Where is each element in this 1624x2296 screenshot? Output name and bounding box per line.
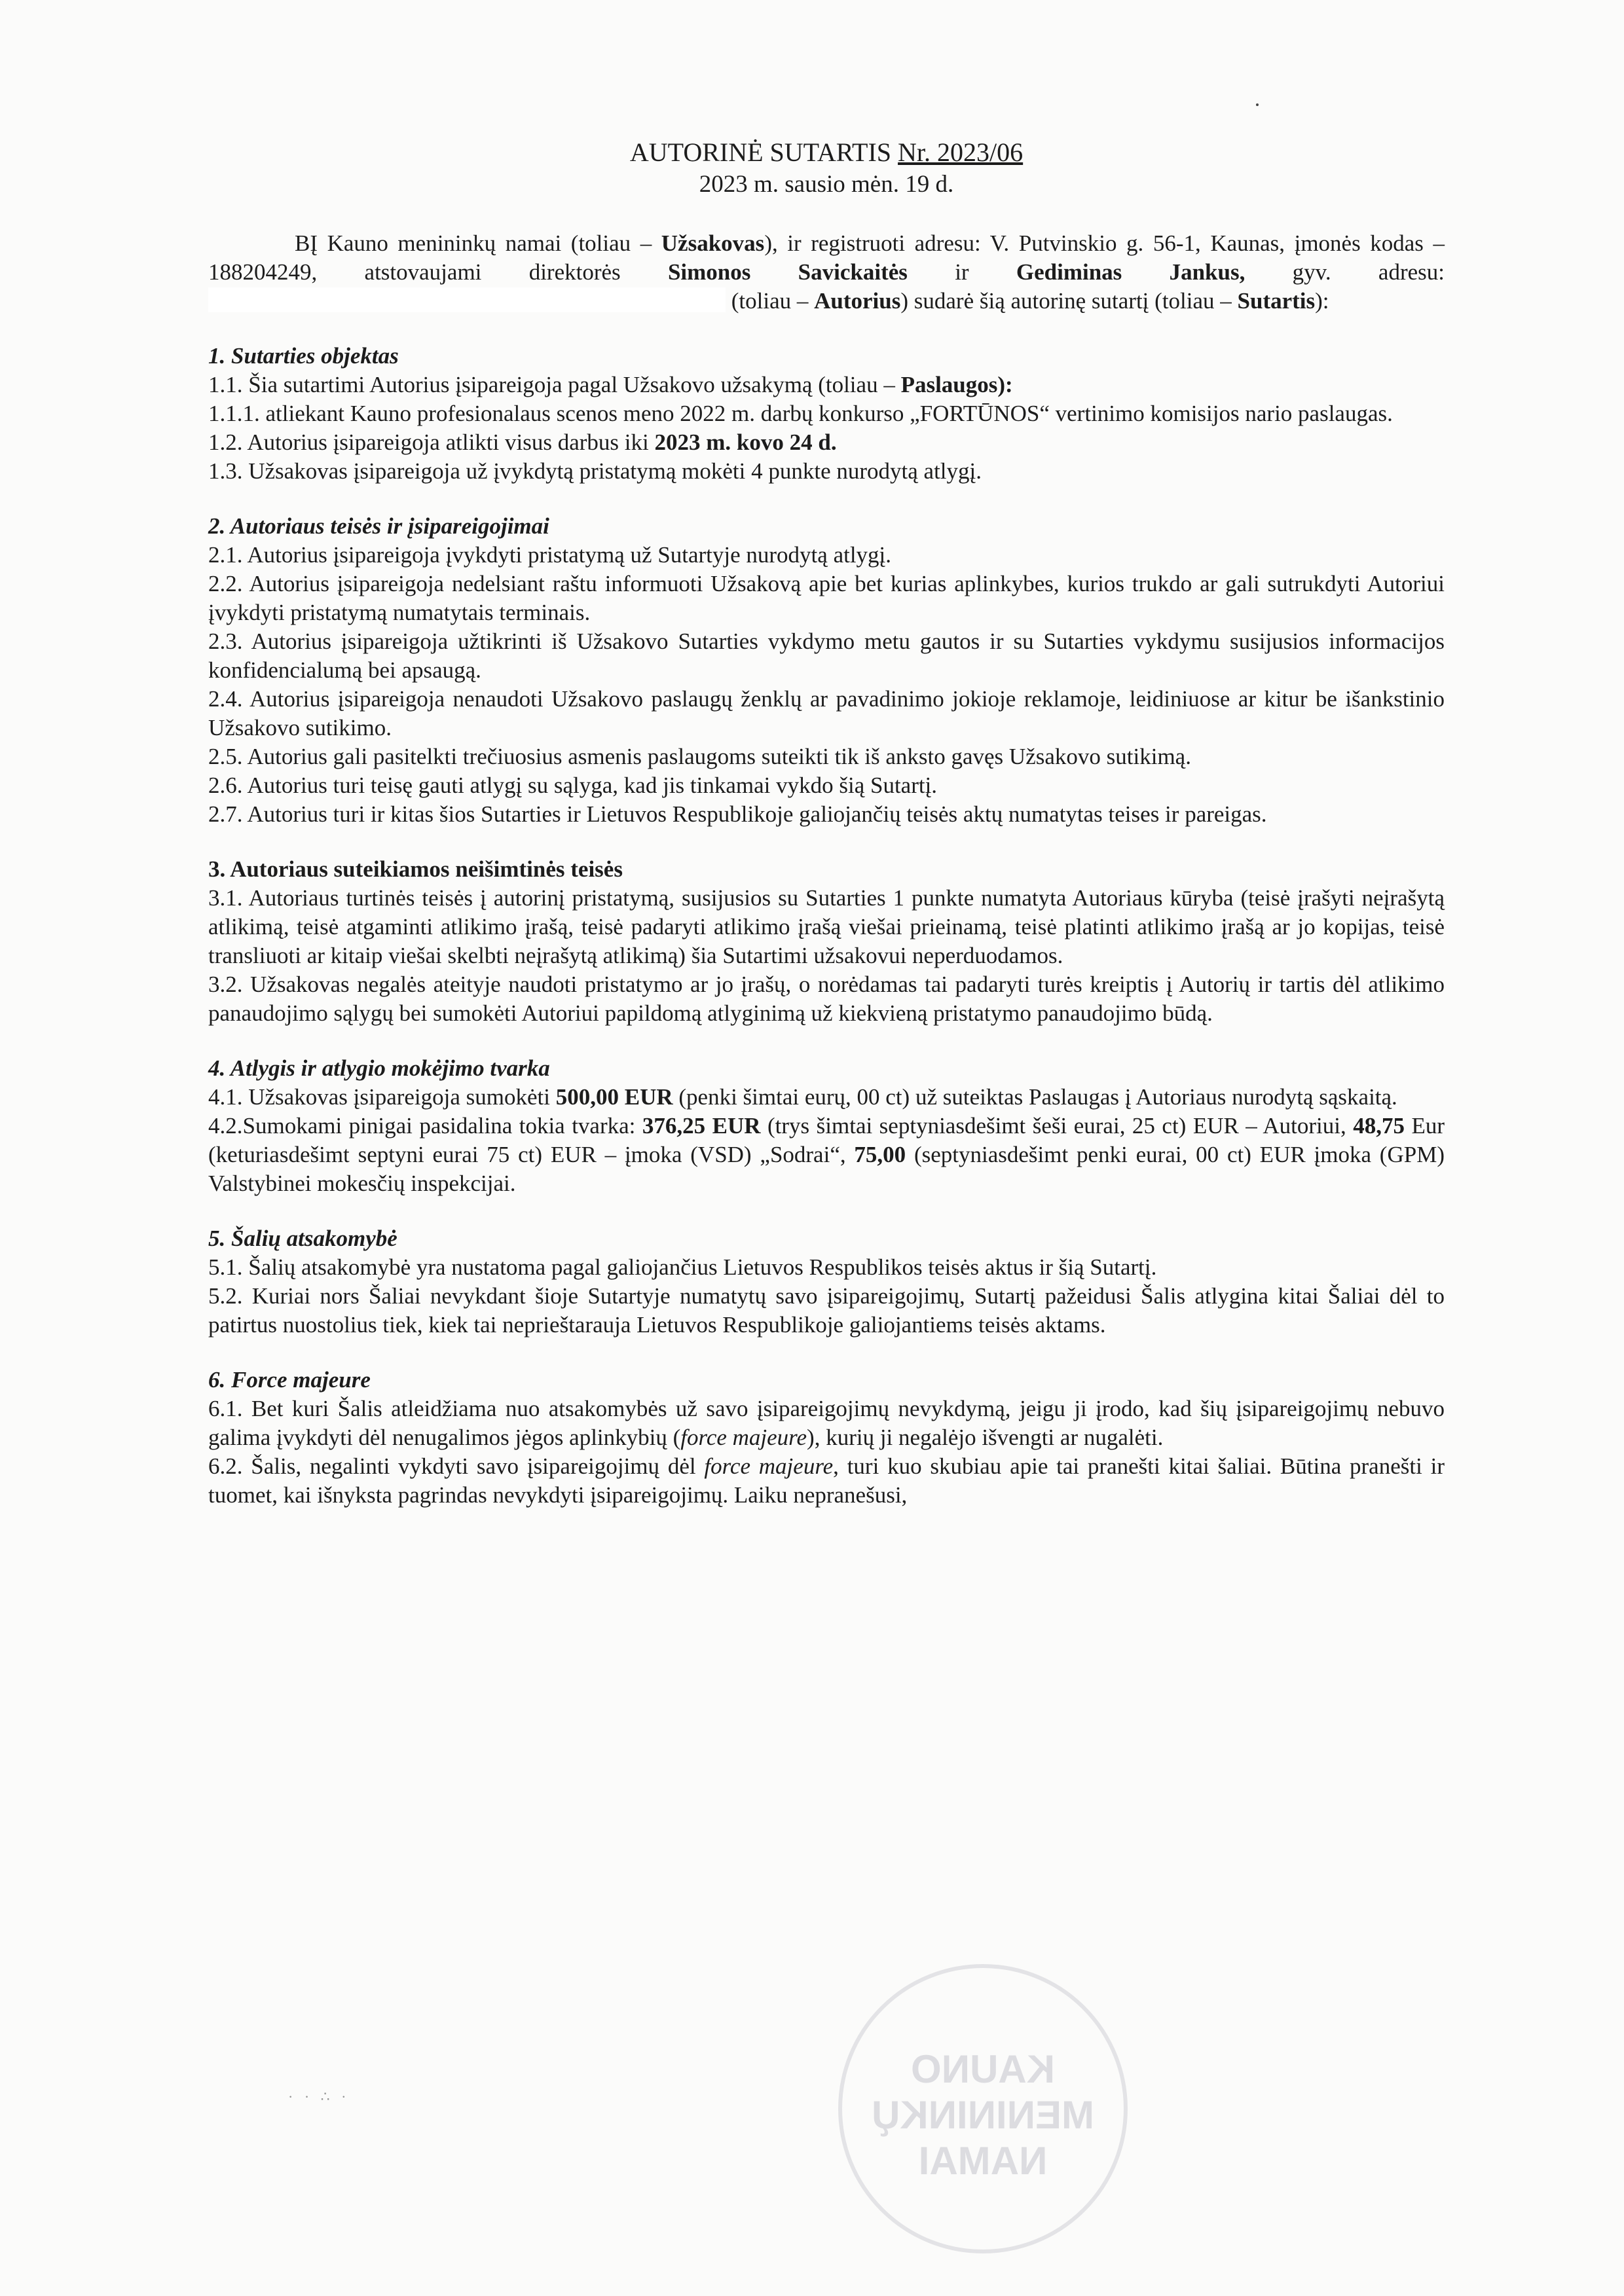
section-6-title: 6. Force majeure [208,1367,371,1393]
clause-2-2: 2.2. Autorius įsipareigoja nedelsiant raštu informuoti Užsakovą apie bet kurias aplinkybes, kurios trukdo ar gali sutrukdyti Autoriui įvykdyti pristatymą numatytais terminais. [208,571,1445,625]
clause-4-2: 4.2.Sumokami pinigai pasidalina tokia tvarka: 376,25 EUR (trys šimtai septyniasdešimt šeši eurai, 25 ct) EUR – Autoriui, 48,75 Eur (keturiasdešimt septyni eurai 75 ct) EUR – įmoka (VSD) „Sodrai“, 75,00 (septyniasdešimt penki eurai, 00 ct) EUR įmoka (GPM) Valstybinei mokesčių inspekcijai. [208,1113,1445,1196]
clause-3-1: 3.1. Autoriaus turtinės teisės į autorinį pristatymą, susijusios su Sutarties 1 punkte numatyta Autoriaus kūryba (teisė įrašyti neįrašytą atlikimą, teisė atgaminti atlikimo įrašą, teisė padaryti atlikimo įrašą viešai prieinamą, teisė platinti atlikimo įrašą ar jo kopijas, teisė transliuoti ar kitaip viešai skelbti neįrašytą atlikimą) šia Sutartimi užsakovui neperduodamos. [208,885,1445,968]
clause-2-4: 2.4. Autorius įsipareigoja nenaudoti Užsakovo paslaugų ženklų ar pavadinimo jokioje reklamoje, leidiniuose ar kitur be išankstinio Užsakovo sutikimo. [208,686,1445,740]
clause-6-2: 6.2. Šalis, negalinti vykdyti savo įsipareigojimų dėl force majeure, turi kuo skubiau apie tai pranešti kitai šaliai. Būtina pranešti ir tuomet, kai išnyksta pagrindas nevykdyti įsipareigojimų. Laiku nepranešusi, [208,1453,1445,1508]
section-5-title: 5. Šalių atsakomybė [208,1226,397,1251]
contract-page [208,136,1445,1510]
intro-paragraph: BĮ Kauno menininkų namai (toliau – Užsakovas), ir registruoti adresu: V. Putvinskio g. 56-1, Kaunas, įmonės kodas – 188204249, atstovaujami direktorės Simonos Savickaitės ir Gediminas Jankus, gyv. adresu: (toliau – Autorius) sudarė šią autorinę sutartį (toliau – Sutartis): [208,230,1445,314]
clause-4-1: 4.1. Užsakovas įsipareigoja sumokėti 500,00 EUR (penki šimtai eurų, 00 ct) už suteiktas Paslaugas į Autoriaus nurodytą sąskaitą. [208,1084,1397,1110]
scan-dot [1256,103,1259,106]
clause-2-3: 2.3. Autorius įsipareigoja užtikrinti iš Užsakovo Sutarties vykdymo metu gautos ir su Sutarties vykdymu susijusios informacijos konfidencialumą bei apsaugą. [208,629,1445,683]
section-2-title: 2. Autoriaus teisės ir įsipareigojimai [208,513,549,539]
clause-1-3: 1.3. Užsakovas įsipareigoja už įvykdytą pristatymą mokėti 4 punkte nurodytą atlygį. [208,458,982,484]
clause-6-1: 6.1. Bet kuri Šalis atleidžiama nuo atsakomybės už savo įsipareigojimų nevykdymą, jeigu ji įrodo, kad šių įsipareigojimų nebuvo galima įvykdyti dėl nenugalimos jėgos aplinkybių (force majeure), kurių ji negalėjo išvengti ar nugalėti. [208,1396,1445,1450]
redacted-address [208,287,726,312]
clause-1-1-1: 1.1.1. atliekant Kauno profesionalaus scenos meno 2022 m. darbų konkurso „FORTŪNOS“ vertinimo komisijos nario paslaugas. [208,401,1393,426]
contract-number: Nr. 2023/06 [898,137,1024,167]
clause-5-1: 5.1. Šalių atsakomybė yra nustatoma pagal galiojančius Lietuvos Respublikos teisės aktus ir šią Sutartį. [208,1254,1157,1280]
contract-date: 2023 m. sausio mėn. 19 d. [699,171,954,198]
clause-5-2: 5.2. Kuriai nors Šaliai nevykdant šioje Sutartyje numatytų savo įsipareigojimų, Sutartį pažeidusi Šalis atlygina kitai Šaliai dėl to patirtus nuostolius tiek, kiek tai neprieštarauja Lietuvos Respublikoje galiojantiems teisės aktams. [208,1283,1445,1338]
section-4-title: 4. Atlygis ir atlygio mokėjimo tvarka [208,1055,550,1081]
clause-2-6: 2.6. Autorius turi teisę gauti atlygį su sąlyga, kad jis tinkamai vykdo šią Sutartį. [208,773,938,798]
stamp-bleed-through: KAUNO MENININKŲ NAMAI [838,1964,1128,2253]
signature-smudge: · · ∴ · [288,2088,350,2105]
section-1-title: 1. Sutarties objektas [208,343,399,369]
clause-1-1: 1.1. Šia sutartimi Autorius įsipareigoja pagal Užsakovo užsakymą (toliau – Paslaugos): [208,372,1013,397]
clause-2-5: 2.5. Autorius gali pasitelkti trečiuosius asmenis paslaugoms suteikti tik iš anksto gavęs Užsakovo sutikimą. [208,744,1191,769]
clause-1-2: 1.2. Autorius įsipareigoja atlikti visus darbus iki 2023 m. kovo 24 d. [208,429,837,455]
document-title: AUTORINĖ SUTARTIS Nr. 2023/06 [629,137,1024,167]
clause-2-1: 2.1. Autorius įsipareigoja įvykdyti pristatymą už Sutartyje nurodytą atlygį. [208,542,892,568]
clause-2-7: 2.7. Autorius turi ir kitas šios Sutarties ir Lietuvos Respublikoje galiojančių teisės aktų numatytas teises ir pareigas. [208,801,1267,827]
clause-3-2: 3.2. Užsakovas negalės ateityje naudoti pristatymo ar jo įrašų, o norėdamas tai padaryti turės kreiptis į Autorių ir tartis dėl atlikimo panaudojimo sąlygų bei sumokėti Autoriui papildomą atlyginimą už kiekvieną pristatymo panaudojimo būdą. [208,972,1445,1026]
section-3-title: 3. Autoriaus suteikiamos neišimtinės teisės [208,856,623,882]
